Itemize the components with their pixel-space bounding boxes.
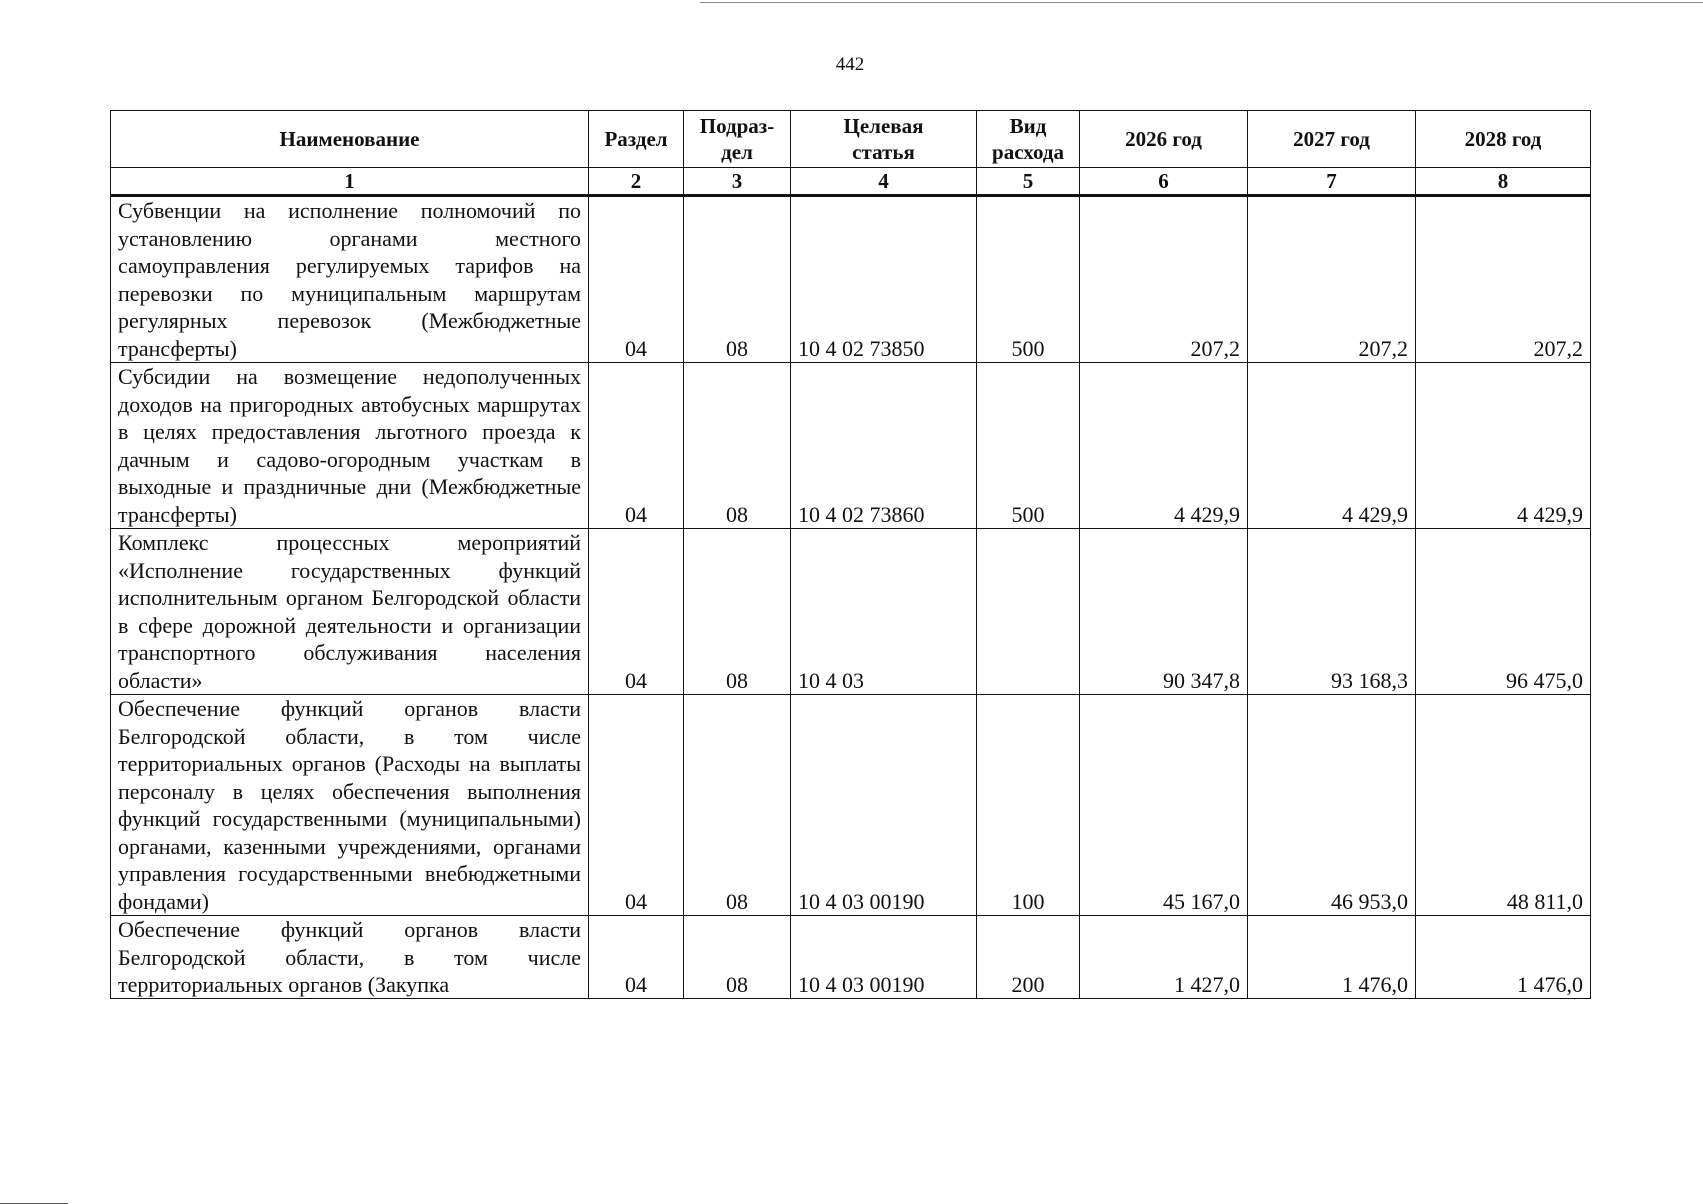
table-row — [111, 363, 1591, 529]
table-row — [111, 529, 1591, 695]
header-name: Наименование — [111, 111, 589, 168]
row-podrazdel: 08 — [684, 196, 791, 363]
row-tselevaya: 10 4 03 00190 — [791, 916, 977, 999]
row-podrazdel: 08 — [684, 916, 791, 999]
row-razdel: 04 — [589, 695, 684, 916]
column-number: 3 — [684, 168, 791, 196]
row-podrazdel: 08 — [684, 695, 791, 916]
row-2026: 1 427,0 — [1080, 916, 1248, 999]
header-tselevaya: Целевая статья — [791, 111, 977, 168]
row-razdel: 04 — [589, 916, 684, 999]
column-number: 5 — [977, 168, 1080, 196]
row-2027: 4 429,9 — [1248, 363, 1416, 529]
column-number: 6 — [1080, 168, 1248, 196]
row-2028: 96 475,0 — [1416, 529, 1591, 695]
row-name — [111, 916, 589, 999]
row-2027: 46 953,0 — [1248, 695, 1416, 916]
row-tselevaya: 10 4 03 00190 — [791, 695, 977, 916]
column-number-row — [111, 168, 1591, 196]
row-2028: 207,2 — [1416, 196, 1591, 363]
row-2028: 1 476,0 — [1416, 916, 1591, 999]
column-number: 8 — [1416, 168, 1591, 196]
row-podrazdel: 08 — [684, 529, 791, 695]
row-name-text: Обеспечение функций органов власти Белгородской области, в том числе территориальных органов (Закупка — [118, 917, 581, 997]
header-razdel: Раздел — [589, 111, 684, 168]
row-name: Субвенции на исполнение полномочий по установлению органами местного самоуправления регулируемых тарифов на перевозки по муниципальным маршрутам регулярных перевозок (Межбюджетные трансферты) — [111, 196, 589, 363]
row-2027: 1 476,0 — [1248, 916, 1416, 999]
row-2027: 93 168,3 — [1248, 529, 1416, 695]
row-tselevaya: 10 4 02 73850 — [791, 196, 977, 363]
row-2028: 48 811,0 — [1416, 695, 1591, 916]
row-tselevaya: 10 4 02 73860 — [791, 363, 977, 529]
budget-table — [110, 110, 1591, 999]
column-number: 7 — [1248, 168, 1416, 196]
row-tselevaya: 10 4 03 — [791, 529, 977, 695]
row-vid — [977, 529, 1080, 695]
table-row — [111, 196, 1591, 363]
page-number: 442 — [835, 54, 865, 75]
row-name: Обеспечение функций органов власти Белгородской области, в том числе территориальных органов (Расходы на выплаты персоналу в целях обеспечения выполнения функций государственными (муниципальными) органами, казенными учреждениями, органами управления государственными внебюджетными фондами) — [111, 695, 589, 916]
column-number: 1 — [111, 168, 589, 196]
row-podrazdel: 08 — [684, 363, 791, 529]
row-vid: 500 — [977, 196, 1080, 363]
row-2026: 4 429,9 — [1080, 363, 1248, 529]
table-row — [111, 916, 1591, 999]
row-vid: 100 — [977, 695, 1080, 916]
header-2026: 2026 год — [1080, 111, 1248, 168]
column-number: 4 — [791, 168, 977, 196]
table-header-row — [111, 111, 1591, 168]
header-2027: 2027 год — [1248, 111, 1416, 168]
header-podrazdel: Подраз- дел — [684, 111, 791, 168]
row-razdel: 04 — [589, 363, 684, 529]
row-razdel: 04 — [589, 529, 684, 695]
row-razdel: 04 — [589, 196, 684, 363]
row-2026: 207,2 — [1080, 196, 1248, 363]
row-name: Субсидии на возмещение недополученных доходов на пригородных автобусных маршрутах в целях предоставления льготного проезда к дачным и садово-огородным участкам в выходные и праздничные дни (Межбюджетные трансферты) — [111, 363, 589, 529]
row-2028: 4 429,9 — [1416, 363, 1591, 529]
column-number: 2 — [589, 168, 684, 196]
row-2026: 90 347,8 — [1080, 529, 1248, 695]
header-2028: 2028 год — [1416, 111, 1591, 168]
row-name: Комплекс процессных мероприятий «Исполнение государственных функций исполнительным органом Белгородской области в сфере дорожной деятельности и организации транспортного обслуживания населения области» — [111, 529, 589, 695]
scan-edge-line-top — [700, 2, 1703, 3]
header-vid: Вид расхода — [977, 111, 1080, 168]
row-2027: 207,2 — [1248, 196, 1416, 363]
row-vid: 500 — [977, 363, 1080, 529]
row-vid: 200 — [977, 916, 1080, 999]
row-2026: 45 167,0 — [1080, 695, 1248, 916]
table-row — [111, 695, 1591, 916]
